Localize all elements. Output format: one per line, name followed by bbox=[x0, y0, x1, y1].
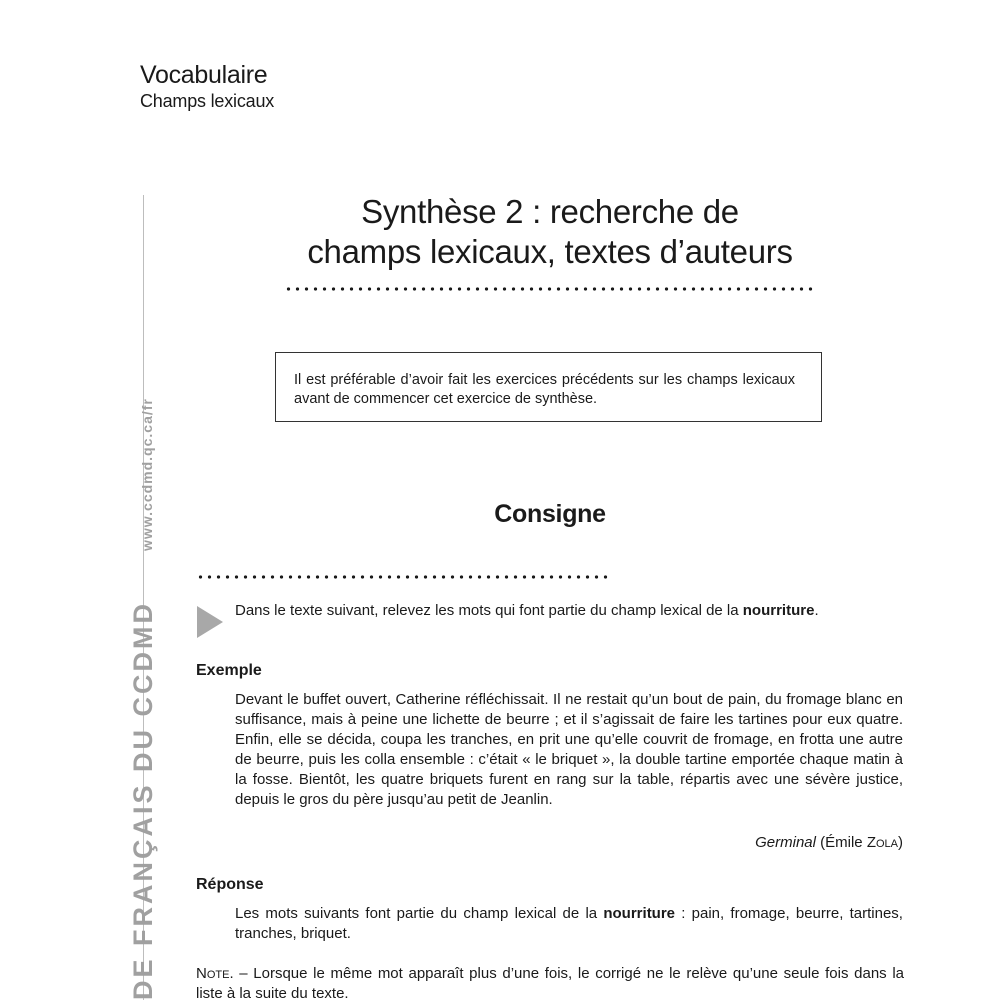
note-body: – Lorsque le même mot apparaît plus d’une fois, le corrigé ne le relève qu’une seule fois dans la liste à la suite du texte. bbox=[196, 965, 904, 1002]
page-title bbox=[180, 192, 920, 272]
subsection-title: Champs lexicaux bbox=[140, 91, 275, 111]
instruction-end: . bbox=[814, 602, 819, 619]
prerequisite-text: Il est préférable d’avoir fait les exercices précédents sur les champs lexicaux avant de commencer cet exercice de synthèse. bbox=[294, 372, 795, 407]
play-arrow-icon bbox=[197, 606, 223, 638]
consigne-dotted-rule bbox=[196, 575, 608, 579]
answer-text bbox=[235, 904, 903, 944]
example-source bbox=[755, 834, 903, 851]
source-author-last: Zola bbox=[866, 834, 898, 851]
consigne-heading: Consigne bbox=[494, 500, 606, 528]
side-brand: DE FRANÇAIS DU CCDMD bbox=[128, 601, 158, 1000]
source-author-first: (Émile bbox=[820, 834, 867, 851]
source-close: ) bbox=[898, 834, 903, 851]
answer-keyword: nourriture bbox=[603, 905, 676, 922]
section-title: Vocabulaire bbox=[140, 61, 268, 89]
title-line-1: Synthèse 2 : recherche de bbox=[361, 193, 739, 230]
instruction-part: Dans le texte suivant, relevez les mots qui font partie du champ lexical de la bbox=[235, 602, 743, 619]
answer-label: Réponse bbox=[196, 876, 264, 893]
side-url: www.ccdmd.qc.ca/fr bbox=[139, 398, 155, 551]
side-banner bbox=[128, 398, 159, 1000]
example-passage: Devant le buffet ouvert, Catherine réfléchissait. Il ne restait qu’un bout de pain, du fromage blanc en suffisance, mais à peine une lichette de beurre ; et il s’agissait de faire les tartines pour eux quatre. Enfin, elle se décida, coupa les tranches, en prit une qu’elle couvrit de fromage, en frotta une autre de beurre, puis les colla ensemble : c’était « le briquet », la double tartine emportée chaque matin à la fosse. Bientôt, les quatre briquets furent en rang sur la table, répartis avec une sévère justice, depuis le gros du père jusqu’au petit de Jeanlin. bbox=[235, 691, 903, 808]
title-line-2: champs lexicaux, textes d’auteurs bbox=[307, 233, 793, 270]
note-text bbox=[196, 964, 904, 1004]
note-label: Note. bbox=[196, 965, 234, 982]
instruction-text bbox=[235, 601, 903, 621]
prerequisite-box bbox=[275, 352, 822, 422]
source-work: Germinal bbox=[755, 834, 816, 851]
example-label: Exemple bbox=[196, 662, 262, 679]
instruction-keyword: nourriture bbox=[742, 602, 815, 619]
answer-part: Les mots suivants font partie du champ lexical de la bbox=[235, 905, 604, 922]
title-dotted-rule bbox=[284, 287, 814, 291]
page-header bbox=[140, 60, 274, 112]
answer-list: : pain, fromage, beurre, tartines, tranches, briquet. bbox=[235, 905, 903, 942]
